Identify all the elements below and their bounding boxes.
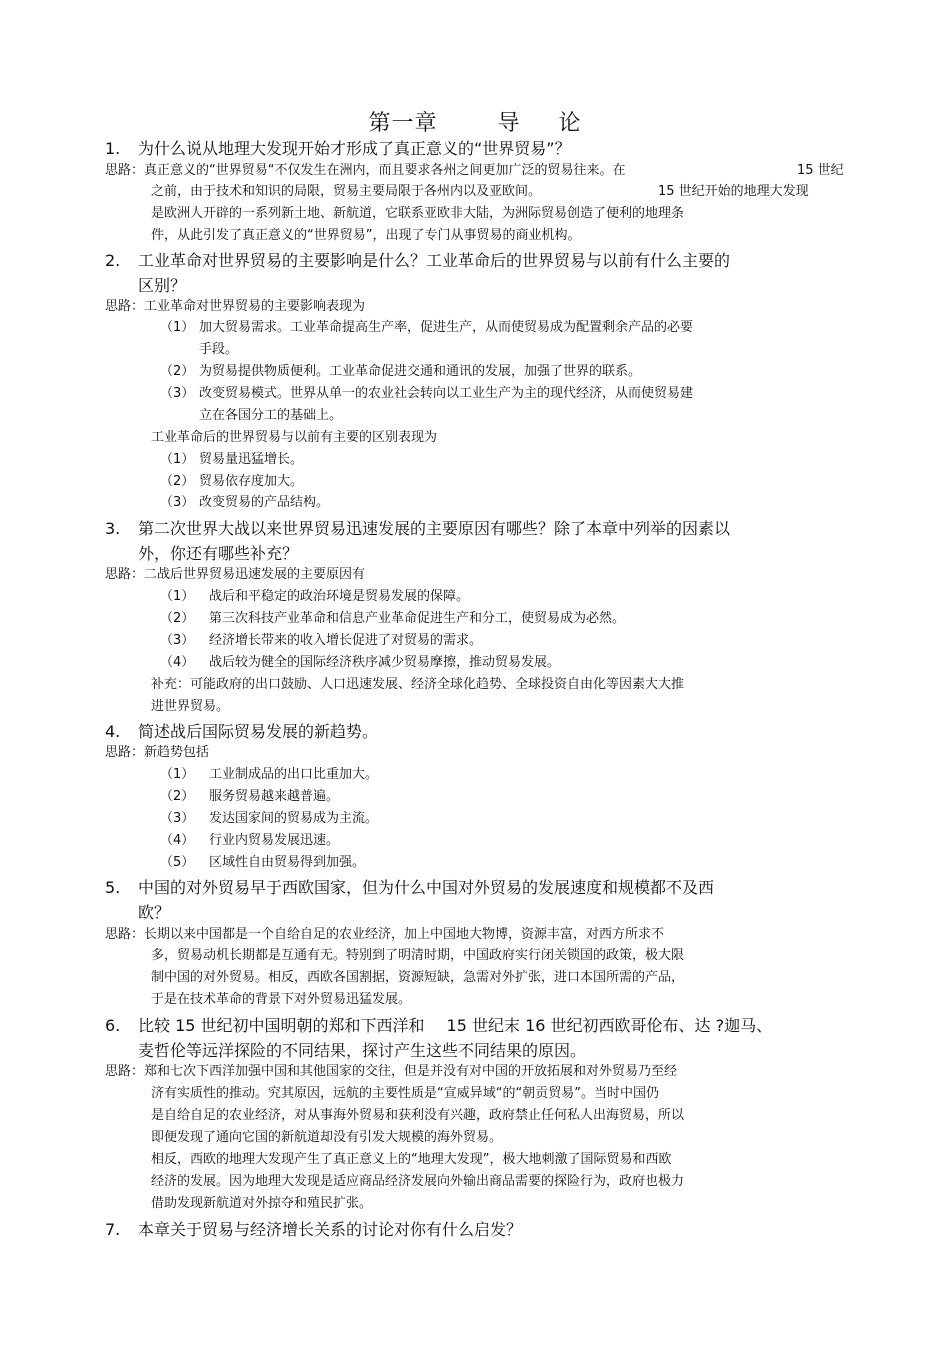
- question-2: [105, 248, 845, 298]
- answer-2-item-2: （2） 为贸易提供物质便利。工业革命促进交通和通讯的发展，加强了世界的联系。: [160, 364, 642, 379]
- question-text: 简述战后国际贸易发展的新趋势。: [138, 722, 379, 741]
- answer-4-item-2: （2） 服务贸易越来越普遍。: [160, 789, 340, 804]
- question-text-cont: 外，你还有哪些补充？: [138, 544, 299, 563]
- answer-5-line-4: 于是在技术革命的背景下对外贸易迅猛发展。: [151, 992, 412, 1007]
- question-number: 2.: [105, 251, 121, 270]
- answer-1-line-4: 件，从此引发了真正意义的“世界贸易”，出现了专门从事贸易的商业机构。: [151, 228, 581, 243]
- question-text: 比较 15 世纪初中国明朝的郑和下西洋和: [138, 1016, 425, 1035]
- answer-6-line-3: 是自给自足的农业经济，对从事海外贸易和获利没有兴趣，政府禁止任何私人出海贸易，所以: [151, 1108, 685, 1123]
- answer-6-line-6: 经济的发展。因为地理大发现是适应商品经济发展向外输出商品需要的探险行为，政府也极力: [151, 1174, 685, 1189]
- question-text: 工业革命对世界贸易的主要影响是什么？工业革命后的世界贸易与以前有什么主要的: [138, 251, 731, 270]
- answer-3-item-4: （4） 战后较为健全的国际经济秩序减少贸易摩擦，推动贸易发展。: [160, 655, 561, 670]
- answer-6-line-1: 思路：郑和七次下西洋加强中国和其他国家的交往，但是并没有对中国的开放拓展和对外贸易乃至经: [105, 1064, 678, 1079]
- answer-3-intro: 思路：二战后世界贸易迅速发展的主要原因有: [105, 567, 366, 582]
- answer-4-item-1: （1） 工业制成品的出口比重加大。: [160, 767, 379, 782]
- answer-1-line-2-tail: 15 世纪开始的地理大发现: [658, 184, 809, 199]
- answer-5-line-3: 制中国的对外贸易。相反，西欧各国割据，资源短缺，急需对外扩张，进口本国所需的产品，: [151, 970, 685, 985]
- question-text-cont: 麦哲伦等远洋探险的不同结果，探讨产生这些不同结果的原因。: [138, 1041, 587, 1060]
- question-6: [105, 1013, 865, 1063]
- answer-2-item-3: （3） 改变贸易模式。世界从单一的农业社会转向以工业生产为主的现代经济，从而使贸易建: [160, 386, 694, 401]
- question-text: 为什么说从地理大发现开始才形成了真正意义的“世界贸易”？: [138, 139, 571, 158]
- question-number: 1.: [105, 139, 121, 158]
- answer-2-sub-item-1: （1） 贸易量迅猛增长。: [160, 452, 304, 467]
- answer-2-item-1: （1） 加大贸易需求。工业革命提高生产率，促进生产，从而使贸易成为配置剩余产品的必要: [160, 320, 694, 335]
- answer-6-line-2: 济有实质性的推动。究其原因，远航的主要性质是“宣威异域“的“朝贡贸易”。当时中国仍: [151, 1086, 659, 1101]
- answer-3-item-3: （3） 经济增长带来的收入增长促进了对贸易的需求。: [160, 633, 483, 648]
- answer-4-item-3: （3） 发达国家间的贸易成为主流。: [160, 811, 379, 826]
- question-text-cont: 欧？: [138, 903, 171, 922]
- question-text-b: 15 世纪末 16 世纪初西欧哥伦布、达 ?迦马、: [446, 1016, 773, 1035]
- answer-2-sub-item-2: （2） 贸易依存度加大。: [160, 474, 304, 489]
- answer-2-sub-item-3: （3） 改变贸易的产品结构。: [160, 495, 330, 510]
- chapter-title: [0, 106, 950, 137]
- question-number: 7.: [105, 1220, 121, 1239]
- answer-1-line-2: 之前，由于技术和知识的局限，贸易主要局限于各州内以及亚欧间。: [151, 184, 542, 199]
- answer-2-item-1-cont: 手段。: [199, 342, 239, 357]
- answer-1-line-1-tail: 15 世纪: [797, 163, 844, 178]
- answer-6-line-7: 借助发现新航道对外掠夺和殖民扩张。: [151, 1196, 373, 1211]
- answer-2-intro-2: 工业革命后的世界贸易与以前有主要的区别表现为: [151, 430, 438, 445]
- answer-3-item-1: （1） 战后和平稳定的政治环境是贸易发展的保障。: [160, 589, 470, 604]
- chapter-title-part3: 论: [558, 111, 582, 136]
- question-text-cont: 区别？: [138, 276, 187, 295]
- answer-3-item-2: （2） 第三次科技产业革命和信息产业革命促进生产和分工，使贸易成为必然。: [160, 611, 626, 626]
- answer-2-item-3-cont: 立在各国分工的基础上。: [199, 408, 343, 423]
- answer-4-item-4: （4） 行业内贸易发展迅速。: [160, 833, 340, 848]
- question-7: [105, 1217, 845, 1242]
- question-text: 本章关于贸易与经济增长关系的讨论对你有什么启发？: [138, 1220, 523, 1239]
- chapter-title-part1: 第一章: [368, 111, 438, 136]
- question-1: [105, 136, 845, 161]
- question-3: [105, 516, 845, 566]
- question-number: 4.: [105, 722, 121, 741]
- answer-2-intro: 思路：工业革命对世界贸易的主要影响表现为: [105, 299, 366, 314]
- question-number: 6.: [105, 1016, 121, 1035]
- answer-5-line-2: 多，贸易动机长期都是互通有无。特别到了明清时期，中国政府实行闭关锁国的政策，极大限: [151, 948, 685, 963]
- answer-4-intro: 思路：新趋势包括: [105, 745, 210, 760]
- answer-1-line-3: 是欧洲人开辟的一系列新土地、新航道，它联系亚欧非大陆，为洲际贸易创造了便利的地理条: [151, 206, 685, 221]
- answer-1-line-1: 思路：真正意义的“世界贸易“不仅发生在洲内，而且要求各州之间更加广泛的贸易往来。在: [105, 163, 626, 178]
- question-4: [105, 719, 845, 744]
- answer-5-line-1: 思路：长期以来中国都是一个自给自足的农业经济，加上中国地大物博，资源丰富，对西方所求不: [105, 927, 665, 942]
- chapter-title-part2: 导: [497, 111, 521, 136]
- answer-6-line-4: 即便发现了通向它国的新航道却没有引发大规模的海外贸易。: [151, 1130, 503, 1145]
- answer-4-item-5: （5） 区域性自由贸易得到加强。: [160, 855, 366, 870]
- question-number: 5.: [105, 878, 121, 897]
- answer-3-supplement: 补充：可能政府的出口鼓励、人口迅速发展、经济全球化趋势、全球投资自由化等因素大大推: [151, 677, 685, 692]
- question-text: 第二次世界大战以来世界贸易迅速发展的主要原因有哪些？除了本章中列举的因素以: [138, 519, 731, 538]
- question-text: 中国的对外贸易早于西欧国家，但为什么中国对外贸易的发展速度和规模都不及西: [138, 878, 715, 897]
- question-number: 3.: [105, 519, 121, 538]
- answer-3-supplement-cont: 进世界贸易。: [151, 699, 230, 714]
- answer-6-line-5: 相反，西欧的地理大发现产生了真正意义上的“地理大发现”，极大地刺激了国际贸易和西欧: [151, 1152, 672, 1167]
- question-5: [105, 875, 845, 925]
